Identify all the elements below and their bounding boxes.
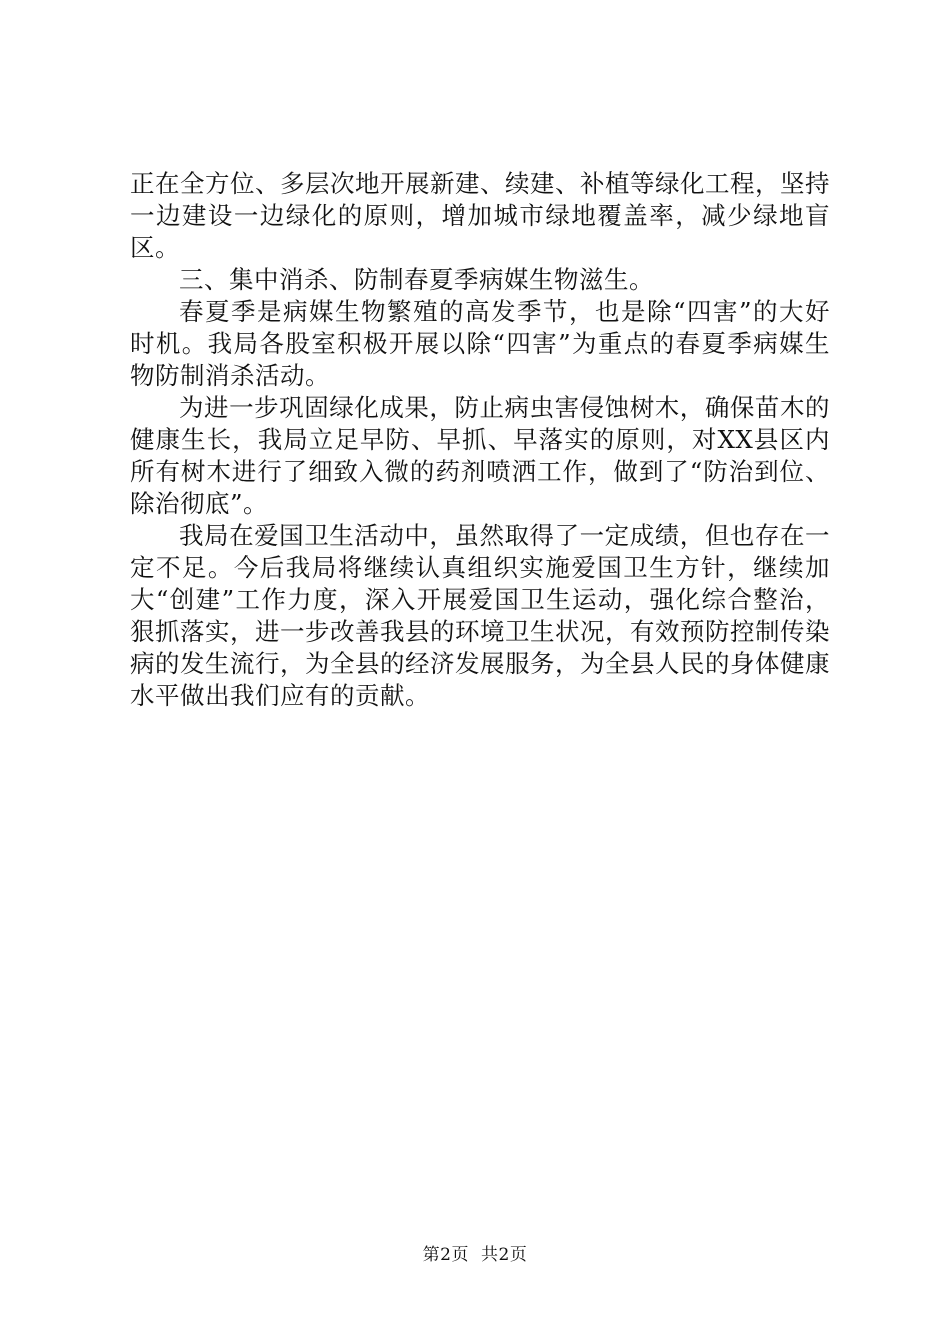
paragraph-continuation: 正在全方位、多层次地开展新建、续建、补植等绿化工程，坚持一边建设一边绿化的原则，增加城市绿地覆盖率，减少绿地盲区。 <box>130 169 830 262</box>
page-number-current: 第2页 <box>422 1245 469 1265</box>
page-number-total: 共2页 <box>481 1245 528 1265</box>
paragraph: 为进一步巩固绿化成果，防止病虫害侵蚀树木，确保苗木的健康生长，我局立足早防、早抓、早落实的原则，对XX县区内所有树木进行了细致入微的药剂喷洒工作，做到了“防治到位、除治彻底”。 <box>130 393 830 518</box>
page-footer <box>0 1244 950 1266</box>
paragraph: 春夏季是病媒生物繁殖的高发季节，也是除“四害”的大好时机。我局各股室积极开展以除“四害”为重点的春夏季病媒生物防制消杀活动。 <box>130 297 830 390</box>
document-body <box>130 168 830 712</box>
section-heading: 三、集中消杀、防制春夏季病媒生物滋生。 <box>179 265 654 294</box>
paragraph: 我局在爱国卫生活动中，虽然取得了一定成绩，但也存在一定不足。今后我局将继续认真组织实施爱国卫生方针，继续加大“创建”工作力度，深入开展爱国卫生运动，强化综合整治，狠抓落实，进一步改善我县的环境卫生状况，有效预防控制传染病的发生流行，为全县的经济发展服务，为全县人民的身体健康水平做出我们应有的贡献。 <box>130 521 830 710</box>
